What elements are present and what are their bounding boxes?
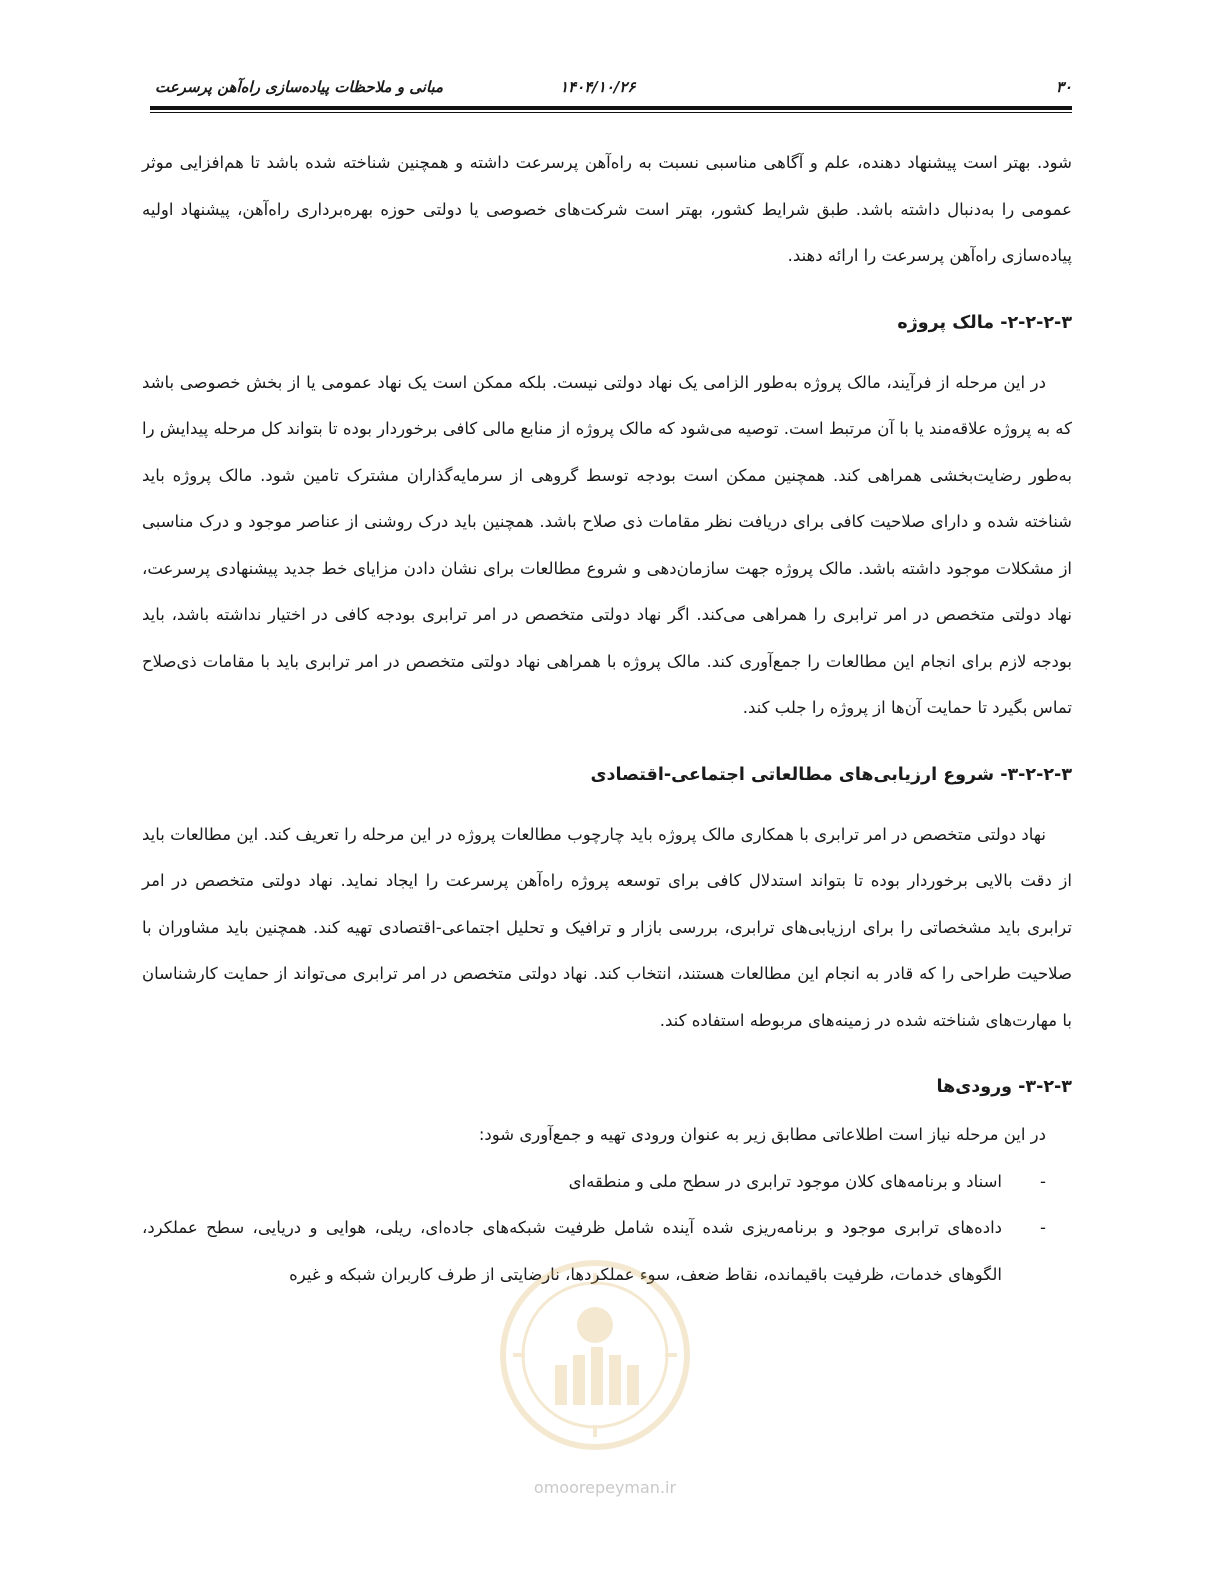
watermark-url: omoorepeyman.ir	[533, 1478, 677, 1497]
section-paragraph-studies: نهاد دولتی متخصص در امر ترابری با همکاری مالک پروژه باید چارچوب مطالعات پروژه در این مرحله را تعریف کند. این مطالعات باید از دقت بالایی برخوردار بوده تا بتواند استدلال کافی برای توسعه پروژه راه‌آهن پرسرعت را ایجاد نماید. نهاد دولتی متخصص در امر ترابری باید مشخصاتی را برای ارزیابی‌های ترابری، بررسی بازار و ترافیک و تحلیل اجتماعی-اقتصادی تهیه کند. همچنین باید مشاوران با صلاحیت طراحی را که قادر به انجام این مطالعات هستند، انتخاب کند. نهاد دولتی متخصص در امر ترابری می‌تواند از حمایت کارشناسان با مهارت‌های شناخته شده در زمینه‌های مربوطه استفاده کند.	[142, 824, 1072, 1030]
watermark-seal-icon	[495, 1255, 695, 1455]
page-content	[142, 140, 1072, 1298]
list-item-text: داده‌های ترابری موجود و برنامه‌ریزی شده آینده شامل ظرفیت شبکه‌های جاده‌ای، ریلی، هوایی و دریایی، سطح عملکرد، الگوهای خدمات، ظرفیت باقیمانده، نقاط ضعف، سوء عملکردها، نارضایتی از طرف کاربران شبکه و غیره	[142, 1218, 1002, 1284]
page-number: ۳۰	[1055, 78, 1072, 96]
bullet-dash: -	[1040, 1171, 1046, 1191]
list-item	[142, 1159, 1072, 1206]
page-header	[150, 74, 1072, 104]
header-rule-thin	[150, 112, 1072, 113]
section-heading-owner: ۲-۲-۲-۳- مالک پروژه	[897, 312, 1072, 333]
header-title: مبانی و ملاحظات پیاده‌سازی راه‌آهن پرسرعت	[155, 78, 444, 96]
bullet-dash: -	[1040, 1218, 1046, 1237]
section-heading-inputs: ۳-۲-۳- ورودی‌ها	[936, 1077, 1072, 1097]
section-paragraph-owner: در این مرحله از فرآیند، مالک پروژه به‌طور الزامی یک نهاد دولتی نیست. بلکه ممکن است یک نهاد عمومی یا از بخش خصوصی باشد که به پروژه علاقه‌مند یا با آن مرتبط است. توصیه می‌شود که مالک پروژه از منابع مالی کافی برخوردار بوده تا بتواند کل مرحله پیدایش را به‌طور رضایت‌بخشی همراهی کند. همچنین ممکن است بودجه توسط گروهی از سرمایه‌گذاران مشترک تامین شود. مالک پروژه باید شناخته شده و دارای صلاحیت کافی برای دریافت نظر مقامات ذی صلاح باشد. همچنین باید درک روشنی از عناصر موجود و درک مناسبی از مشکلات موجود داشته باشد. مالک پروژه جهت سازمان‌دهی و شروع مطالعات برای نشان دادن مزایای خط جدید پیشنهادی پرسرعت، نهاد دولتی متخصص در امر ترابری را همراهی می‌کند. اگر نهاد دولتی متخصص در امر ترابری بودجه کافی در اختیار نداشته باشد، باید بودجه لازم برای انجام این مطالعات را جمع‌آوری کند. مالک پروژه با همراهی نهاد دولتی متخصص در امر ترابری باید با مقامات ذی‌صلاح تماس بگیرد تا حمایت آن‌ها از پروژه را جلب کند.	[142, 372, 1072, 717]
section-intro-inputs: در این مرحله نیاز است اطلاعاتی مطابق زیر به عنوان ورودی تهیه و جمع‌آوری شود:	[478, 1125, 1046, 1144]
section-heading-studies: ۳-۲-۲-۳- شروع ارزیابی‌های مطالعاتی اجتماعی-اقتصادی	[590, 764, 1072, 785]
list-item-text: اسناد و برنامه‌های کلان موجود ترابری در سطح ملی و منطقه‌ای	[568, 1171, 1002, 1191]
intro-paragraph: شود. بهتر است پیشنهاد دهنده، علم و آگاهی مناسبی نسبت به راه‌آهن پرسرعت داشته و همچنین شناخته شده باشد تا هم‌افزایی موثر عمومی را به‌دنبال داشته باشد. طبق شرایط کشور، بهتر است شرکت‌های خصوصی یا دولتی حوزه بهره‌برداری راه‌آهن، پیشنهاد اولیه پیاده‌سازی راه‌آهن پرسرعت را ارائه دهند.	[142, 153, 1072, 265]
header-rule-thick	[150, 106, 1072, 110]
header-date: ۱۴۰۴/۱۰/۲۶	[560, 78, 636, 96]
